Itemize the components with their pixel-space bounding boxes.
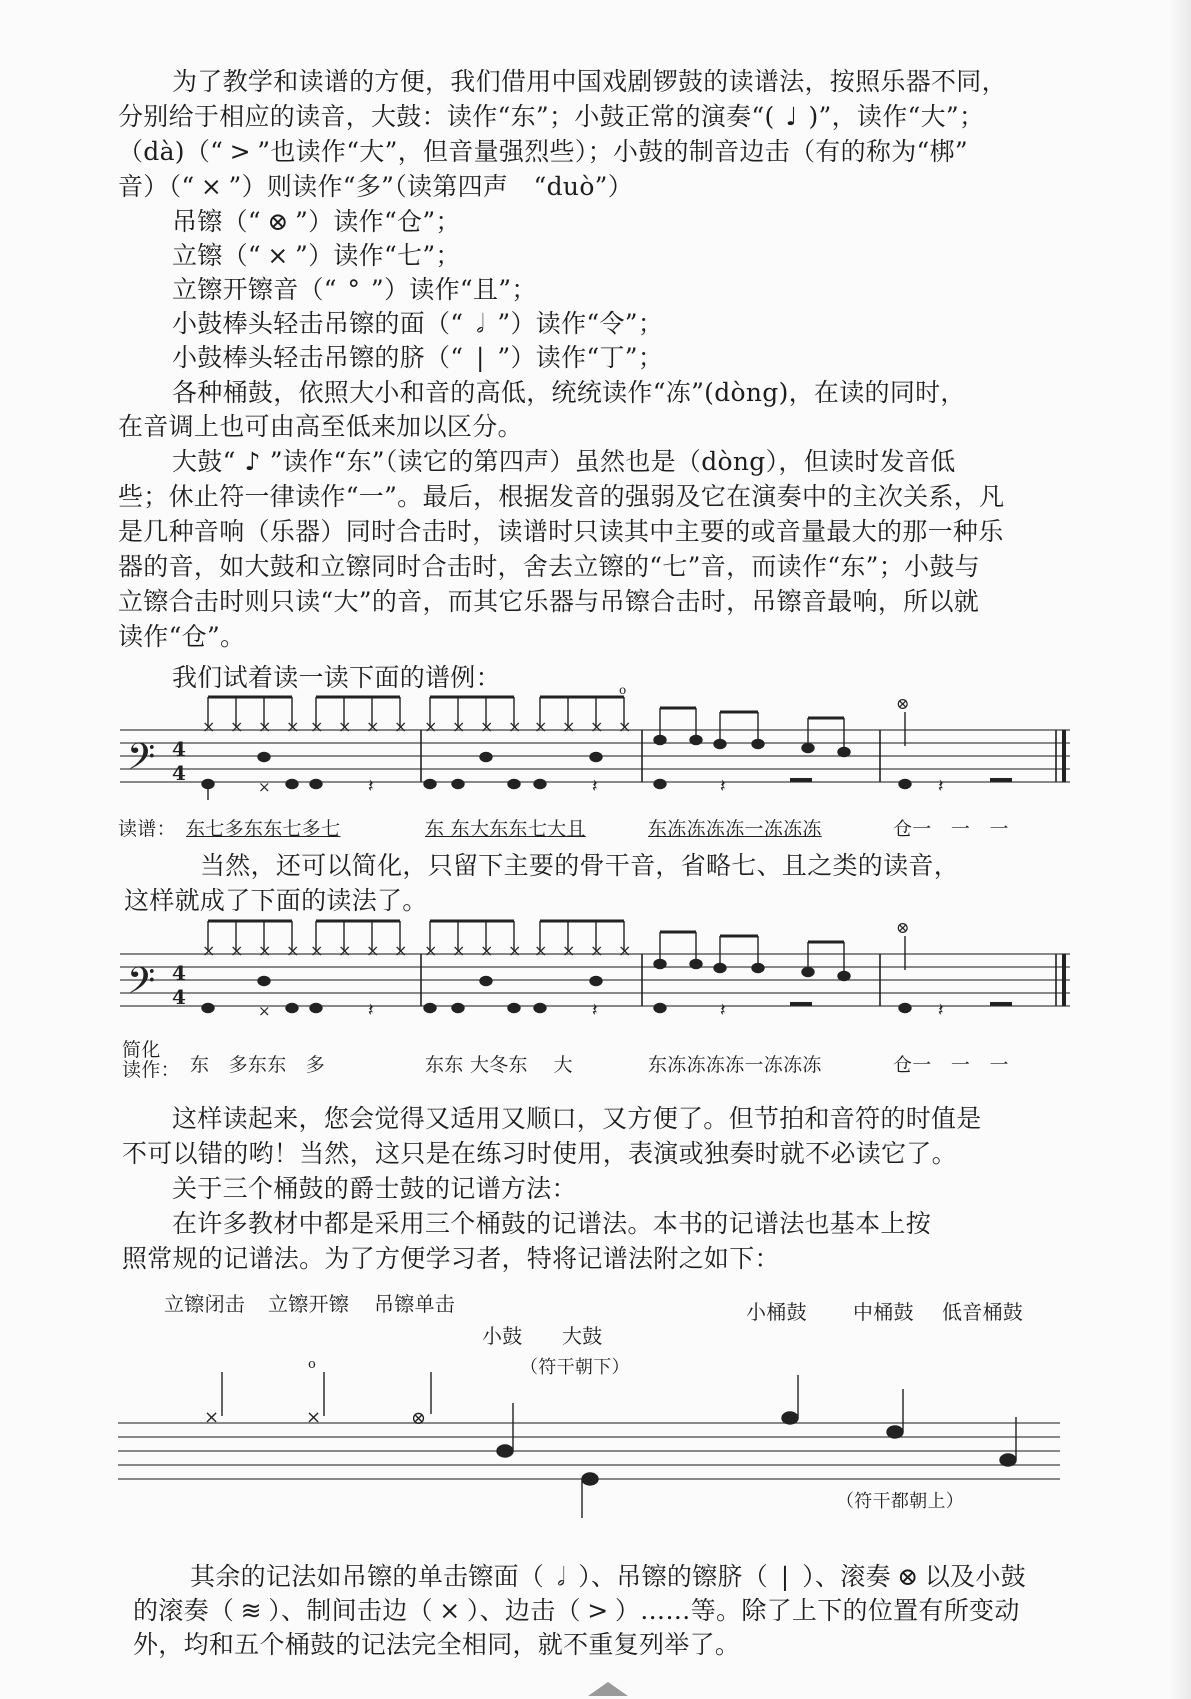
half-note-icon: 𝅗𝅥 bbox=[476, 309, 485, 338]
svg-text:×: × bbox=[310, 717, 324, 736]
stem-note-icon: | bbox=[476, 343, 485, 372]
score-reading-measure-4: 仓一 一 一 bbox=[893, 818, 1009, 840]
text-line: 外，均和五个桶鼓的记法完全相同，就不重复列举了。 bbox=[133, 1630, 741, 1659]
bass-drum-symbol bbox=[582, 1473, 598, 1485]
score-simplified-measure-4: 仓一 一 一 bbox=[893, 1054, 1009, 1076]
text-line: 这样就成了下面的读法了。 bbox=[124, 886, 428, 915]
svg-text:×: × bbox=[534, 717, 548, 736]
text-line: 当然，还可以简化，只留下主要的骨干音，省略七、且之类的读音， bbox=[200, 851, 960, 880]
score-reading-measure-1: 东七多东东七多七 bbox=[186, 818, 341, 840]
text-line: 小鼓棒头轻击吊镲的面（“ 𝅗𝅥 ”）读作“令”； bbox=[172, 309, 664, 338]
bass-clef-icon: 𝄢 bbox=[127, 736, 156, 787]
svg-text:×: × bbox=[452, 717, 466, 736]
svg-text:×: × bbox=[480, 941, 494, 960]
time-signature: 4 bbox=[172, 761, 186, 785]
svg-text:×: × bbox=[424, 717, 438, 736]
text-line: 些；休止符一律读作“一”。最后，根据发音的强弱及它在演奏中的主次关系，凡 bbox=[118, 482, 1005, 511]
text-line: 不可以错的哟！当然，这只是在练习时使用，表演或独奏时就不必读它了。 bbox=[122, 1139, 957, 1168]
time-signature: 4 bbox=[172, 985, 186, 1009]
stem-note-icon: | bbox=[780, 1562, 790, 1591]
text-line: 的滚奏（ ≋ ）、制间击边（ × ）、边击（ > ）……等。除了上下的位置有所变动 bbox=[133, 1596, 1020, 1625]
text-line: 小鼓棒头轻击吊镲的脐（“ | ”）读作“丁”； bbox=[172, 343, 664, 372]
snare-symbol bbox=[497, 1445, 513, 1457]
key-label-bass: 大鼓 bbox=[562, 1324, 603, 1348]
svg-text:×: × bbox=[480, 717, 494, 736]
svg-text:𝄽: 𝄽 bbox=[592, 776, 598, 797]
text-line: 吊镲（“ ⊗ ”）读作“仓”； bbox=[172, 207, 461, 236]
text-line: 我们试着读一读下面的谱例： bbox=[172, 663, 501, 692]
snare-note-icon: ♩ bbox=[785, 102, 798, 131]
hihat-open-symbol: × bbox=[306, 1407, 322, 1428]
barlines bbox=[421, 954, 1064, 1006]
score-reading-measure-2: 东 东大东东七大且 bbox=[425, 818, 586, 840]
key-label-tom-low: 低音桶鼓 bbox=[942, 1300, 1024, 1324]
hihat-closed-symbol: × bbox=[204, 1407, 220, 1428]
key-label-tom-small: 小桶鼓 bbox=[746, 1300, 807, 1324]
text-line: 音）（“ × ”）则读作“多”（读第四声 “duò”） bbox=[118, 172, 634, 201]
svg-text:×: × bbox=[508, 717, 522, 736]
svg-text:×: × bbox=[562, 717, 576, 736]
text-line: 为了教学和读谱的方便，我们借用中国戏剧锣鼓的读谱法，按照乐器不同， bbox=[172, 67, 1007, 96]
text-line: 器的音，如大鼓和立镲同时合击时，舍去立镲的“七”音，而读作“东”；小鼓与 bbox=[118, 552, 980, 581]
svg-text:×: × bbox=[618, 941, 632, 960]
svg-text:×: × bbox=[508, 941, 522, 960]
text-line: 分别给于相应的读音，大鼓：读作“东”；小鼓正常的演奏“( ♩ )”，读作“大”； bbox=[118, 102, 985, 131]
key-label-hihat-closed: 立镲闭击 bbox=[164, 1292, 246, 1316]
key-label-snare: 小鼓 bbox=[482, 1324, 523, 1348]
text-line: 关于三个桶鼓的爵士鼓的记谱方法： bbox=[172, 1174, 577, 1203]
bass-clef-icon: 𝄢 bbox=[127, 960, 156, 1011]
svg-text:⊗: ⊗ bbox=[896, 918, 910, 937]
cymbal-symbol: ⊗ bbox=[411, 1408, 427, 1429]
text-line: 这样读起来，您会觉得又适用又顺口，又方便了。但节拍和音符的时值是 bbox=[172, 1104, 982, 1133]
lower-voice bbox=[202, 960, 1012, 1022]
cymbal-roll-icon: ⊗ bbox=[897, 1562, 919, 1591]
bass-drum-note-icon: ♪ bbox=[244, 447, 261, 476]
svg-text:×: × bbox=[258, 717, 272, 736]
staff-lines bbox=[120, 954, 1070, 1006]
key-label-hihat-open: 立镲开镲 bbox=[268, 1292, 350, 1316]
svg-text:𝄽: 𝄽 bbox=[720, 776, 726, 797]
svg-text:×: × bbox=[366, 717, 380, 736]
half-note-icon: 𝅗𝅥 bbox=[557, 1562, 566, 1591]
svg-text:𝄽: 𝄽 bbox=[368, 1000, 374, 1021]
svg-text:×: × bbox=[286, 717, 300, 736]
text-line: 立镲（“ × ”）读作“七”； bbox=[172, 241, 461, 270]
hihat-open-note-icon: ° bbox=[347, 275, 361, 304]
svg-text:×: × bbox=[424, 941, 438, 960]
svg-text:×: × bbox=[202, 717, 216, 736]
svg-text:×: × bbox=[366, 941, 380, 960]
text-line: （dà)（“ > ”也读作“大”，但音量强烈些）；小鼓的制音边击（有的称为“梆” bbox=[118, 137, 968, 166]
svg-text:⊗: ⊗ bbox=[896, 694, 910, 713]
barlines bbox=[421, 730, 1064, 782]
text-line: 照常规的记谱法。为了方便学习者，特将记谱法附之如下： bbox=[122, 1244, 780, 1273]
svg-text:×: × bbox=[590, 941, 604, 960]
svg-text:𝄽: 𝄽 bbox=[592, 1000, 598, 1021]
cymbal-note-icon: ⊗ bbox=[267, 207, 289, 236]
svg-text:𝄽: 𝄽 bbox=[720, 1000, 726, 1021]
svg-text:𝄽: 𝄽 bbox=[368, 776, 374, 797]
text-line: 在许多教材中都是采用三个桶鼓的记谱法。本书的记谱法也基本上按 bbox=[172, 1209, 932, 1238]
svg-text:×: × bbox=[394, 717, 408, 736]
upper-voice bbox=[208, 697, 905, 750]
score-simplified-label: 简化 读作： bbox=[122, 1039, 180, 1081]
text-line: 读作“仓”。 bbox=[118, 622, 246, 651]
key-label-tom-mid: 中桶鼓 bbox=[853, 1300, 914, 1324]
score-simplified-measure-1: 东 多东东 多 bbox=[190, 1054, 326, 1076]
svg-text:×: × bbox=[562, 941, 576, 960]
svg-text:×: × bbox=[590, 717, 604, 736]
svg-text:×: × bbox=[258, 778, 271, 796]
snare-roll-icon: ≋ bbox=[240, 1596, 262, 1625]
key-label-cymbal: 吊镲单击 bbox=[374, 1292, 456, 1316]
upper-voice bbox=[208, 921, 905, 974]
score-simplified-measure-2: 东东 大冬东 大 bbox=[425, 1054, 573, 1076]
svg-text:o: o bbox=[308, 1357, 316, 1372]
hihat-note-icon: × bbox=[267, 241, 289, 270]
svg-text:×: × bbox=[394, 941, 408, 960]
accent-note-icon: > bbox=[229, 137, 251, 166]
score-simplified-measure-3: 东冻冻冻冻一冻冻冻 bbox=[648, 1054, 822, 1076]
text-line: 立镲开镲音（“ ° ”）读作“且”； bbox=[172, 275, 537, 304]
svg-text:×: × bbox=[310, 941, 324, 960]
text-line: 各种桶鼓，依照大小和音的高低，统统读作“冻”(dòng)，在读的同时， bbox=[172, 378, 966, 407]
svg-text:𝄽: 𝄽 bbox=[938, 1000, 944, 1021]
text-line: 立镲合击时则只读“大”的音，而其它乐器与吊镲合击时，吊镲音最响，所以就 bbox=[118, 587, 980, 616]
svg-text:×: × bbox=[230, 717, 244, 736]
svg-text:×: × bbox=[338, 941, 352, 960]
svg-text:×: × bbox=[258, 1002, 271, 1020]
text-line: 是几种音响（乐器）同时合击时，读谱时只读其中主要的或音量最大的那一种乐 bbox=[118, 517, 1004, 546]
svg-text:×: × bbox=[286, 941, 300, 960]
tom-low-symbol bbox=[1000, 1454, 1016, 1466]
rimshot-note-icon: > bbox=[587, 1596, 609, 1625]
svg-text:×: × bbox=[534, 941, 548, 960]
cross-stick-note-icon: × bbox=[439, 1596, 461, 1625]
svg-text:×: × bbox=[452, 941, 466, 960]
text-line: 其余的记法如吊镲的单击镲面（ 𝅗𝅥 ）、吊镲的镲脐（ | ）、滚奏 ⊗ 以及小鼓 bbox=[190, 1562, 1027, 1591]
page-edge-shadow bbox=[1169, 0, 1191, 1699]
svg-text:×: × bbox=[338, 717, 352, 736]
staff-lines bbox=[120, 730, 1070, 782]
hihat-x-notes bbox=[202, 918, 909, 960]
svg-text:×: × bbox=[618, 717, 632, 736]
score-reading-measure-3: 东冻冻冻冻一冻冻冻 bbox=[648, 818, 822, 840]
lower-voice bbox=[202, 736, 1012, 801]
time-signature: 4 bbox=[172, 961, 186, 985]
key-label-stems-up: （符干都朝上） bbox=[836, 1491, 965, 1512]
text-line: 在音调上也可由高至低来加以区分。 bbox=[118, 412, 523, 441]
svg-text:o: o bbox=[619, 683, 627, 697]
time-signature: 4 bbox=[172, 737, 186, 761]
tom-small-symbol bbox=[782, 1412, 798, 1424]
svg-text:×: × bbox=[258, 941, 272, 960]
score-reading-label: 读谱： bbox=[118, 818, 176, 840]
tom-mid-symbol bbox=[887, 1426, 903, 1438]
key-label-stems-down: （符干朝下） bbox=[520, 1357, 630, 1378]
cross-stick-note-icon: × bbox=[200, 172, 223, 201]
svg-text:×: × bbox=[230, 941, 244, 960]
svg-text:×: × bbox=[202, 941, 216, 960]
text-line: 大鼓“ ♪ ”读作“东”（读它的第四声）虽然也是（dòng），但读时发音低 bbox=[172, 447, 956, 476]
svg-text:𝄽: 𝄽 bbox=[938, 776, 944, 797]
page-triangle-icon bbox=[588, 1682, 628, 1696]
